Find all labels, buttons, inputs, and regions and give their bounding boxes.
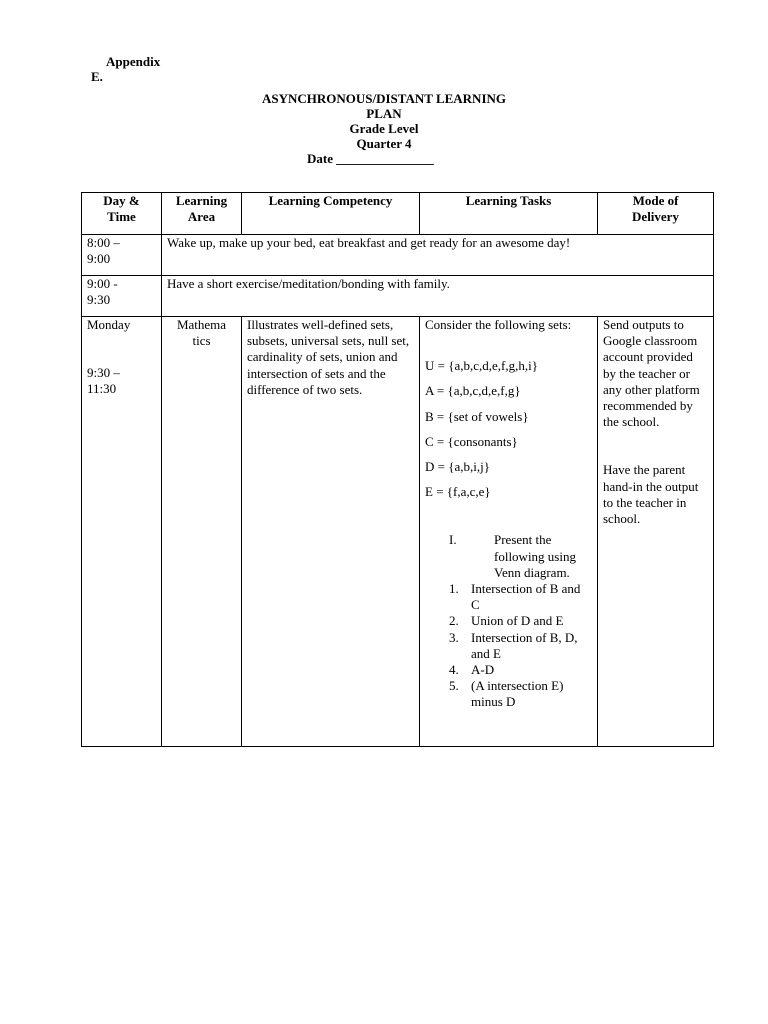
quarter: Quarter 4 [356, 136, 412, 151]
item-number: 1. [449, 581, 459, 597]
set-line: C = {consonants} [425, 433, 518, 449]
item-text: (A intersection E) minus D [471, 678, 564, 710]
row-time-cell [82, 276, 162, 317]
row1-time-end: 9:00 [87, 251, 111, 267]
row3-learning-area [162, 317, 242, 747]
mode-paragraph-2: Have the parent hand-in the output to the teacher in school. [603, 462, 699, 527]
item-text: Union of D and E [471, 613, 564, 629]
title-line-1: ASYNCHRONOUS/DISTANT LEARNING [261, 91, 507, 106]
row3-tasks [420, 317, 598, 747]
set-line: E = {f,a,c,e} [425, 484, 491, 500]
set-line: D = {a,b,i,j} [425, 459, 490, 475]
row3-day: Monday [87, 317, 131, 332]
row2-activity: Have a short exercise/meditation/bonding with family. [162, 276, 714, 317]
list-item [425, 662, 592, 678]
col-mode-of-delivery [598, 193, 714, 235]
mode-paragraph-1: Send outputs to Google classroom account provided by the teacher or any other platform recommended by the school. [603, 317, 700, 430]
item-number: 2. [449, 613, 459, 629]
col-mode-line1: Mode of [632, 193, 679, 208]
table-row [82, 317, 714, 747]
row3-day-time [82, 317, 162, 747]
col-learning-tasks: Learning Tasks [420, 193, 598, 235]
roman-item [425, 532, 592, 581]
item-text: A-D [471, 662, 495, 678]
task-list [425, 581, 592, 711]
roman-numeral: I. [449, 532, 457, 548]
set-line: A = {a,b,c,d,e,f,g} [425, 383, 521, 399]
item-number: 4. [449, 662, 459, 678]
page-title [184, 91, 584, 151]
list-item [425, 613, 592, 629]
set-line: U = {a,b,c,d,e,f,g,h,i} [425, 358, 538, 374]
list-item [425, 630, 592, 662]
grade-level: Grade Level [349, 121, 419, 136]
row1-activity: Wake up, make up your bed, eat breakfast and get ready for an awesome day! [162, 235, 714, 276]
tasks-intro: Consider the following sets: [425, 317, 572, 332]
row3-mode-of-delivery [598, 317, 714, 747]
row1-time-start: 8:00 – [87, 235, 120, 250]
col-mode-line2: Delivery [632, 209, 679, 225]
col-area-line2: Area [187, 209, 216, 225]
row2-time-end: 9:30 [87, 292, 111, 308]
appendix-label: Appendix [106, 54, 161, 69]
table-row [82, 235, 714, 276]
table-row [82, 276, 714, 317]
roman-text: Present the following using Venn diagram. [494, 532, 576, 580]
row3-time-end: 11:30 [87, 381, 117, 397]
col-day-time [82, 193, 162, 235]
list-item [425, 581, 592, 613]
header-row [82, 193, 714, 235]
row3-area-line1: Mathema [176, 317, 227, 332]
item-text: Intersection of B and C [471, 581, 581, 613]
set-line: B = {set of vowels} [425, 408, 529, 424]
col-learning-area [162, 193, 242, 235]
col-area-line1: Learning [175, 193, 228, 208]
col-learning-competency: Learning Competency [242, 193, 420, 235]
row3-area-line2: tics [192, 333, 211, 349]
item-text: Intersection of B, D, and E [471, 629, 578, 661]
learning-plan-table [81, 192, 714, 747]
date-field: Date _______________ [307, 151, 434, 166]
row3-competency: Illustrates well-defined sets, subsets, universal sets, null set, cardinality of sets, union and intersection of sets and the difference of two sets. [242, 317, 420, 747]
row3-time-start: 9:30 – [87, 365, 120, 381]
item-number: 5. [449, 678, 459, 694]
list-item [425, 678, 592, 710]
title-line-2: PLAN [366, 106, 402, 121]
row2-time-start: 9:00 - [87, 276, 118, 291]
item-number: 3. [449, 629, 459, 645]
row-time-cell [82, 235, 162, 276]
col-day-time-line1: Day & [103, 193, 140, 208]
col-day-time-line2: Time [107, 209, 136, 225]
appendix-letter: E. [91, 69, 103, 84]
